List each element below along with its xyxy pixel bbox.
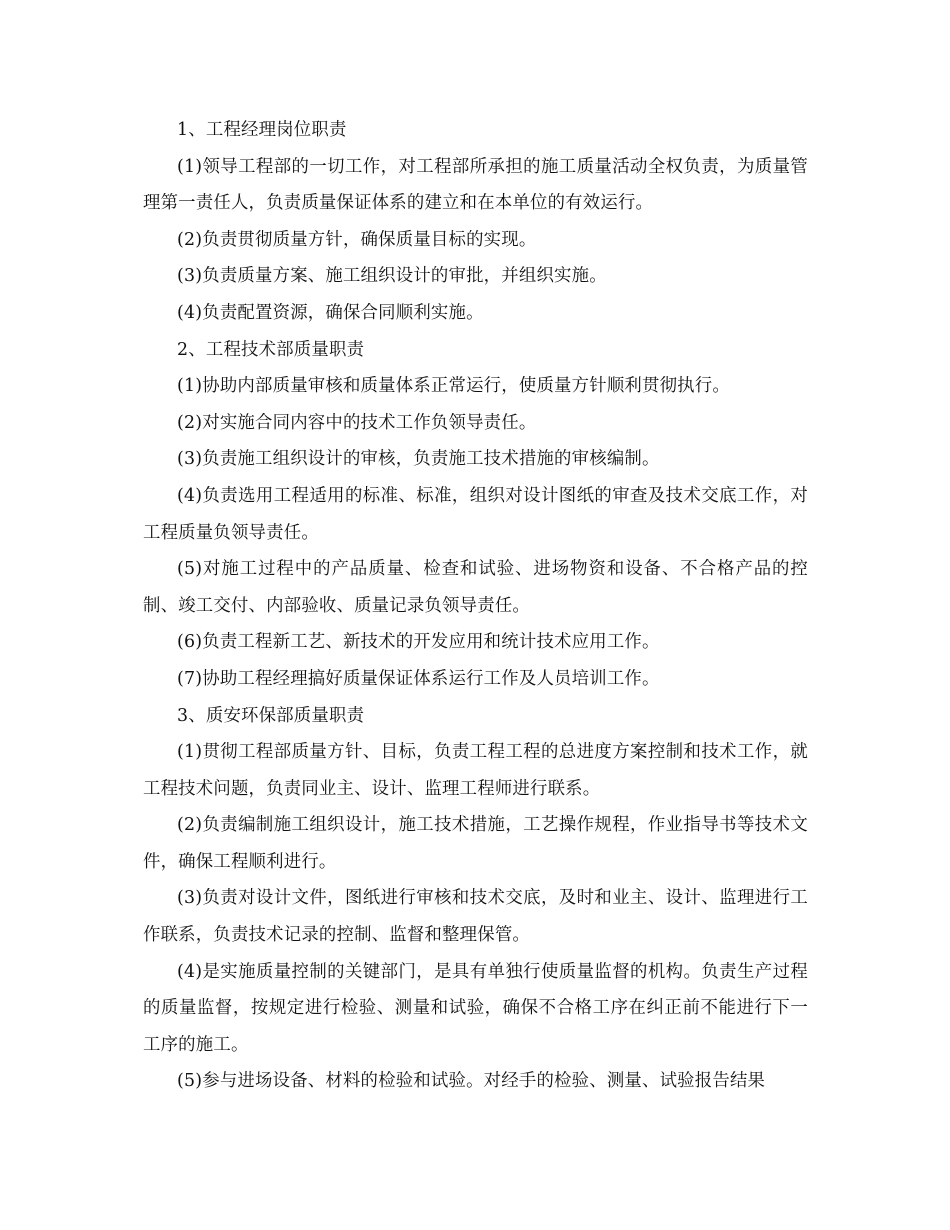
section-heading-3: 3、质安环保部质量职责 [177, 705, 365, 726]
section-heading-2: 2、工程技术部质量职责 [177, 339, 365, 360]
paragraph: (1)贯彻工程部质量方针、目标，负责工程工程的总进度方案控制和技术工作，就工程技术问题，负责同业主、设计、监理工程师进行联系。 [143, 742, 808, 799]
paragraph: (1)协助内部质量审核和质量体系正常运行，使质量方针顺利贯彻执行。 [177, 376, 730, 397]
document-body [143, 112, 808, 1100]
paragraph: (2)对实施合同内容中的技术工作负领导责任。 [177, 412, 537, 433]
paragraph: (4)负责配置资源，确保合同顺利实施。 [177, 302, 484, 323]
section-heading-1: 1、工程经理岗位职责 [177, 120, 347, 140]
paragraph: (3)负责质量方案、施工组织设计的审批，并组织实施。 [177, 266, 607, 287]
paragraph: (1)领导工程部的一切工作，对工程部所承担的施工质量活动全权负责，为质量管理第一责任人，负责质量保证体系的建立和在本单位的有效运行。 [143, 156, 808, 214]
paragraph: (3)负责施工组织设计的审核，负责施工技术措施的审核编制。 [177, 449, 660, 470]
paragraph: (3)负责对设计文件，图纸进行审核和技术交底，及时和业主、设计、监理进行工作联系，负责技术记录的控制、监督和整理保管。 [143, 888, 808, 946]
paragraph: (5)对施工过程中的产品质量、检查和试验、进场物资和设备、不合格产品的控制、竣工交付、内部验收、质量记录负领导责任。 [143, 559, 808, 616]
paragraph: (4)是实施质量控制的关键部门，是具有单独行使质量监督的机构。负责生产过程的质量监督，按规定进行检验、测量和试验，确保不合格工序在纠正前不能进行下一工序的施工。 [143, 961, 808, 1055]
paragraph: (7)协助工程经理搞好质量保证体系运行工作及人员培训工作。 [177, 668, 660, 689]
paragraph: (5)参与进场设备、材料的检验和试验。对经手的检验、测量、试验报告结果 [177, 1071, 766, 1092]
paragraph: (2)负责编制施工组织设计，施工技术措施，工艺操作规程，作业指导书等技术文件，确保工程顺利进行。 [143, 815, 808, 872]
paragraph: (2)负责贯彻质量方针，确保质量目标的实现。 [177, 229, 537, 250]
paragraph: (6)负责工程新工艺、新技术的开发应用和统计技术应用工作。 [177, 632, 660, 653]
paragraph: (4)负责选用工程适用的标准、标准，组织对设计图纸的审查及技术交底工作，对工程质量负领导责任。 [143, 485, 808, 543]
